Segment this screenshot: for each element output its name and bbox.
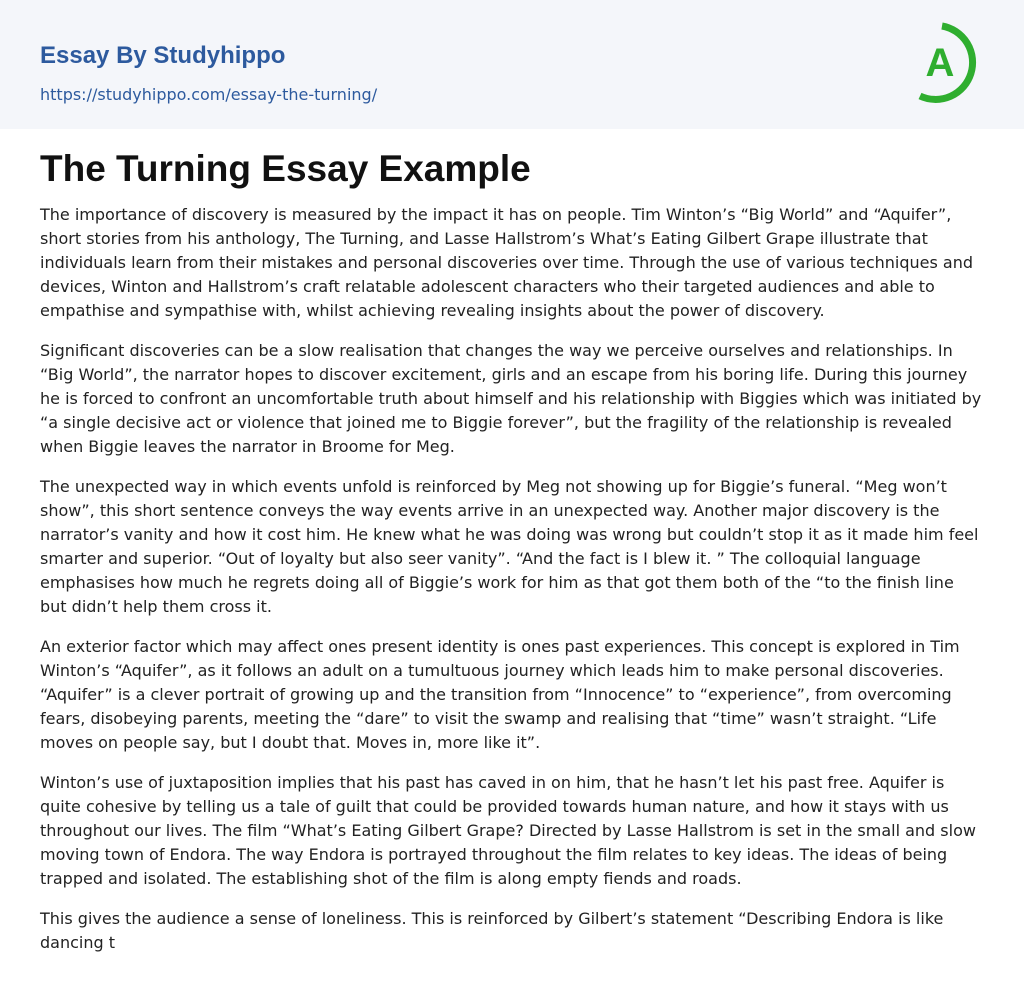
paragraph: Significant discoveries can be a slow realisation that changes the way we perceive ourselves and relationships. In “Big World”, the narrator hopes to discover excitement, girls and an escape from his boring life. During this journey he is forced to confront an uncomfortable truth about himself and his relationship with Biggies which was initiated by “a single decisive act or violence that joined me to Biggie forever”, but the fragility of the relationship is revealed when Biggie leaves the narrator in Broome for Meg. [40,341,982,456]
site-brand[interactable]: Essay By Studyhippo [40,42,286,69]
paragraph: This gives the audience a sense of loneliness. This is reinforced by Gilbert’s statement “Describing Endora is like dancing t [40,909,944,952]
site-header [0,0,1024,129]
paragraph: An exterior factor which may affect ones present identity is ones past experiences. This concept is explored in Tim Winton’s “Aquifer”, as it follows an adult on a tumultuous journey which leads him to make personal discoveries. “Aquifer” is a clever portrait of growing up and the transition from “Innocence” to “experience”, from overcoming fears, disobeying parents, meeting the “dare” to visit the swamp and realising that “time” wasn’t straight. “Life moves on people say, but I doubt that. Moves in, more like it”. [40,637,960,752]
logo-letter: A [925,41,955,85]
paragraph: Winton’s use of juxtaposition implies that his past has caved in on him, that he hasn’t let his past free. Aquifer is quite cohesive by telling us a tale of guilt that could be provided towards human nature, and how it stays with us throughout our lives. The film “What’s Eating Gilbert Grape? Directed by Lasse Hallstrom is set in the small and slow moving town of Endora. The way Endora is portrayed throughout the film relates to key ideas. The ideas of being trapped and isolated. The establishing shot of the film is along empty fiends and roads. [40,773,976,888]
essay-url-link[interactable]: https://studyhippo.com/essay-the-turning/ [40,85,378,104]
page-title: The Turning Essay Example [40,148,531,189]
studyhippo-logo-icon[interactable] [912,20,986,104]
paragraph: The unexpected way in which events unfold is reinforced by Meg not showing up for Biggie’s funeral. “Meg won’t show”, this short sentence conveys the way events arrive in an unexpected way. Another major discovery is the narrator’s vanity and how it cost him. He knew what he was doing was wrong but couldn’t stop it as it made him feel smarter and superior. “Out of loyalty but also seer vanity”. “And the fact is I blew it. ” The colloquial language emphasises how much he regrets doing all of Biggie’s work for him as that got them both of the “to the finish line but didn’t help them cross it. [40,477,979,616]
paragraph: The importance of discovery is measured by the impact it has on people. Tim Winton’s “Big World” and “Aquifer”, short stories from his anthology, The Turning, and Lasse Hallstrom’s What’s Eating Gilbert Grape illustrate that individuals learn from their mistakes and personal discoveries over time. Through the use of various techniques and devices, Winton and Hallstrom’s craft relatable adolescent characters who their targeted audiences and able to empathise and sympathise with, whilst achieving revealing insights about the power of discovery. [40,205,974,320]
article [0,129,1024,955]
